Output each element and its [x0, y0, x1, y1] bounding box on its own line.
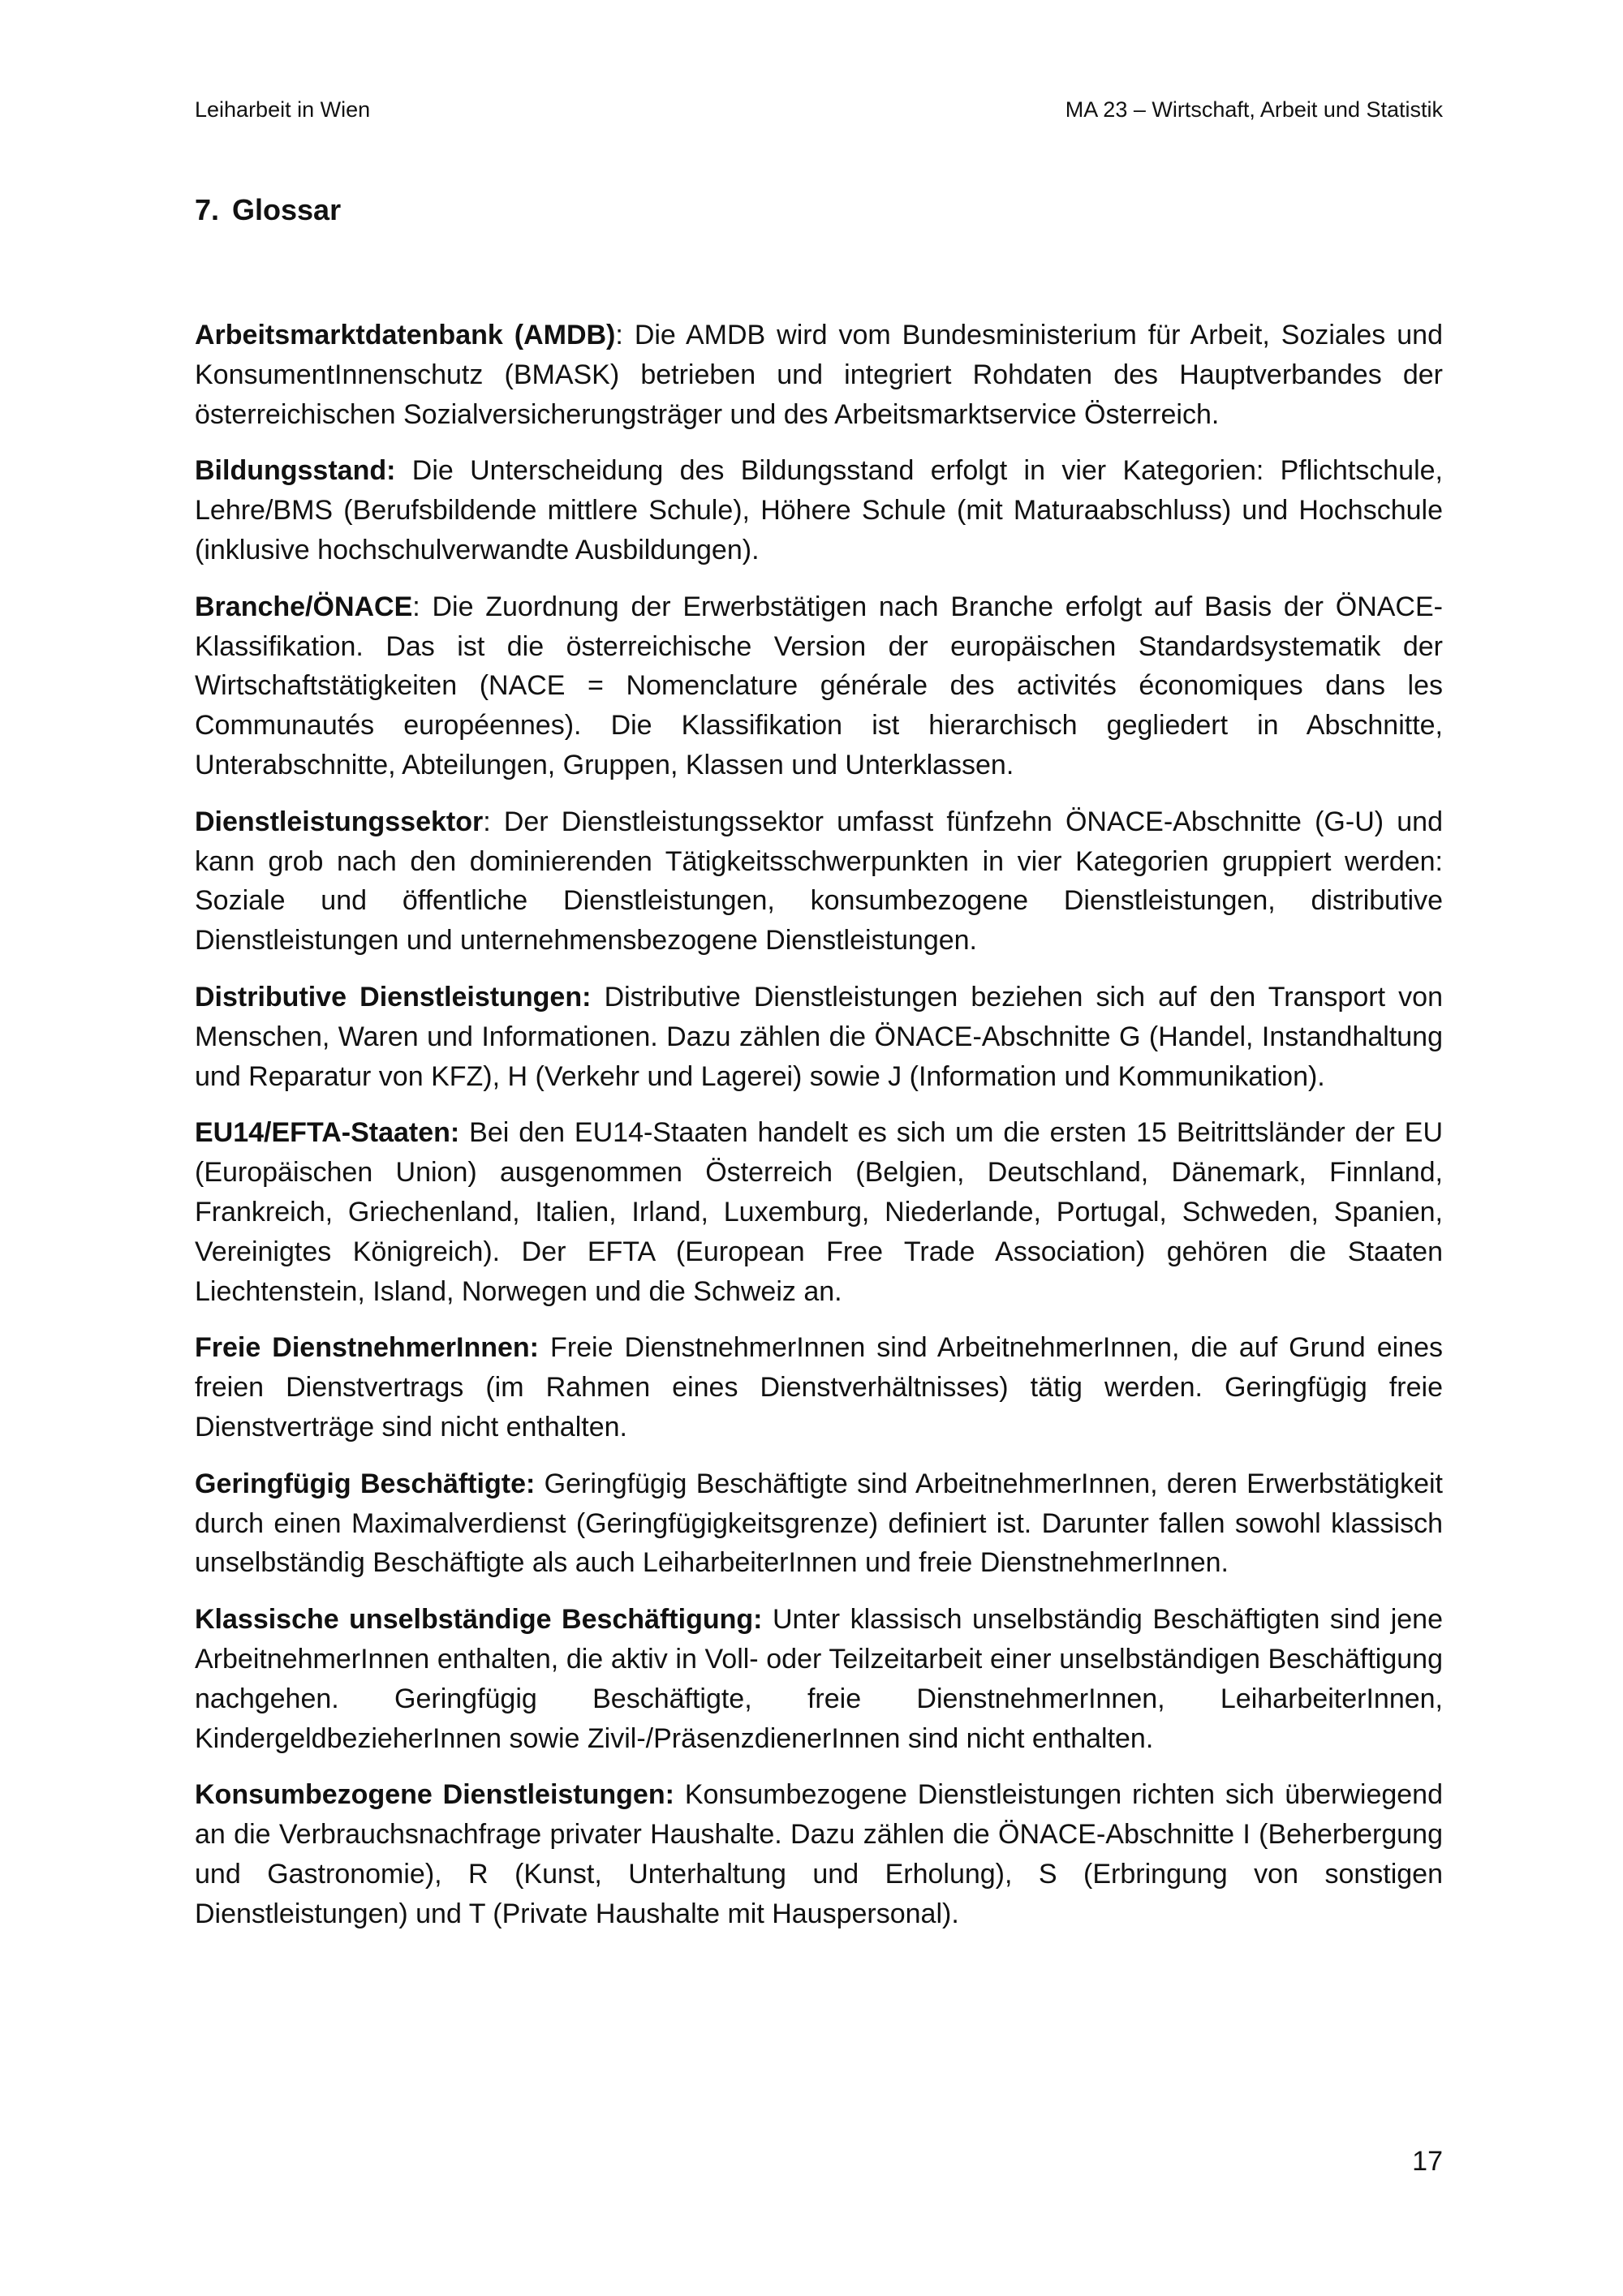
glossary-definition: Unter klassisch unselbständig Beschäftigten sind jene ArbeitnehmerInnen enthalten, die aktiv in Voll- oder Teilzeitarbeit einer unselbständigen Beschäftigung nachgehen. Geringfügig Beschäftigte, freie DienstnehmerInnen, LeiharbeiterInnen, KindergeldbezieherInnen sowie Zivil-/PräsenzdienerInnen sind nicht enthalten.: [195, 1604, 1443, 1754]
glossary-term: Arbeitsmarktdatenbank (AMDB): [195, 320, 616, 350]
glossary-definition: Die AMDB wird vom Bundesministerium für Arbeit, Soziales und KonsumentInnenschutz (BMASK) betrieben und integriert Rohdaten des Hauptverbandes der österreichischen Sozialversicherungsträger und des Arbeitsmarktservice Österreich.: [195, 320, 1444, 430]
glossary-separator: :: [412, 591, 433, 622]
glossary-term: EU14/EFTA-Staaten:: [195, 1117, 460, 1149]
glossary-separator: [591, 982, 604, 1013]
glossary-entry-branche: [195, 587, 1443, 785]
glossary-definition: Bei den EU14-Staaten handelt es sich um die ersten 15 Beitrittsländer der EU (Europäischen Union) ausgenommen Österreich (Belgien, Deutschland, Dänemark, Finnland, Frankreich, Griechenland, Italien, Irland, Luxemburg, Niederlande, Portugal, Schweden, Spanien, Vereinigtes Königreich). Der EFTA (European Free Trade Association) gehören die Staaten Liechtenstein, Island, Norwegen und die Schweiz an.: [195, 1117, 1443, 1307]
glossary-entry-konsumbezogene: [195, 1775, 1443, 1933]
glossary-definition: Freie DienstnehmerInnen sind ArbeitnehmerInnen, die auf Grund eines freien Dienstvertrags (im Rahmen eines Dienstverhältnisses) tätig werden. Geringfügig freie Dienstverträge sind nicht enthalten.: [195, 1332, 1443, 1443]
section-title-text: Glossar: [232, 193, 342, 226]
glossary-entry-amdb: [195, 316, 1443, 434]
glossary-entry-bildungsstand: [195, 451, 1443, 570]
glossary-entry-dienstleistungssektor: [195, 802, 1443, 961]
glossary-term: Branche/ÖNACE: [195, 591, 413, 622]
glossary-separator: [535, 1468, 544, 1499]
glossary-entry-eu14-efta: [195, 1113, 1443, 1311]
section-title: [195, 192, 341, 228]
glossary-entry-freie-dienstnehmer: [195, 1328, 1443, 1447]
header-right-title: MA 23 – Wirtschaft, Arbeit und Statistik: [1065, 97, 1443, 122]
glossary-definition: Konsumbezogene Dienstleistungen richten sich überwiegend an die Verbrauchsnachfrage privater Haushalte. Dazu zählen die ÖNACE-Abschnitte I (Beherbergung und Gastronomie), R (Kunst, Unterhaltung und Erholung), S (Erbringung von sonstigen Dienstleistungen) und T (Private Haushalte mit Hauspersonal).: [195, 1779, 1443, 1929]
glossary-term: Bildungsstand:: [195, 455, 396, 487]
glossary-definition: Distributive Dienstleistungen beziehen sich auf den Transport von Menschen, Waren und Informationen. Dazu zählen die ÖNACE-Abschnitte G (Handel, Instandhaltung und Reparatur von KFZ), H (Verkehr und Lagerei) sowie J (Information und Kommunikation).: [195, 981, 1443, 1092]
page-number: 17: [1412, 2146, 1443, 2177]
glossary-separator: [459, 1117, 469, 1148]
glossary-separator: [674, 1779, 685, 1810]
glossary-separator: [762, 1604, 773, 1635]
glossary-separator: :: [615, 320, 635, 350]
glossary-definition: Die Zuordnung der Erwerbstätigen nach Branche erfolgt auf Basis der ÖNACE-Klassifikation. Das ist die österreichische Version der europäischen Standardsystematik der Wirtschaftstätigkeiten (NACE = Nomenclature générale des activités économiques dans les Communautés européennes). Die Klassifikation ist hierarchisch gegliedert in Abschnitte, Unterabschnitte, Abteilungen, Gruppen, Klassen und Unterklassen.: [195, 591, 1443, 780]
glossary-term: Freie DienstnehmerInnen:: [195, 1332, 540, 1364]
glossary-definition: Der Dienstleistungssektor umfasst fünfzehn ÖNACE-Abschnitte (G-U) und kann grob nach den dominierenden Tätigkeitsschwerpunkten in vier Kategorien gruppiert werden: Soziale und öffentliche Dienstleistungen, konsumbezogene Dienstleistungen, distributive Dienstleistungen und unternehmensbezogene Dienstleistungen.: [195, 806, 1443, 957]
glossary-separator: [395, 455, 411, 486]
header-left-title: Leiharbeit in Wien: [195, 97, 371, 122]
glossary-entry-klassische-beschaeftigung: [195, 1600, 1443, 1758]
glossary-term: Dienstleistungssektor: [195, 806, 484, 837]
glossary-definition: Die Unterscheidung des Bildungsstand erfolgt in vier Kategorien: Pflichtschule, Lehre/BMS (Berufsbildende mittlere Schule), Höhere Schule (mit Maturaabschluss) und Hochschule (inklusive hochschulverwandte Ausbildungen).: [195, 455, 1443, 565]
glossary-term: Konsumbezogene Dienstleistungen:: [195, 1779, 674, 1811]
glossary-term: Klassische unselbständige Beschäftigung:: [195, 1604, 763, 1636]
glossary-entry-geringfuegig: [195, 1464, 1443, 1583]
page-header: [195, 96, 1443, 123]
section-number: 7.: [195, 193, 220, 226]
glossary-definition: Geringfügig Beschäftigte sind ArbeitnehmerInnen, deren Erwerbstätigkeit durch einen Maximalverdienst (Geringfügigkeitsgrenze) definiert ist. Darunter fallen sowohl klassisch unselbständig Beschäftigte als auch LeiharbeiterInnen und freie DienstnehmerInnen.: [195, 1468, 1444, 1579]
glossary-term: Geringfügig Beschäftigte:: [195, 1468, 536, 1499]
glossary-separator: :: [483, 806, 504, 837]
glossary-separator: [539, 1332, 550, 1363]
glossary-entry-distributive: [195, 978, 1443, 1096]
glossary-term: Distributive Dienstleistungen:: [195, 981, 592, 1013]
glossary-list: [195, 316, 1443, 1950]
